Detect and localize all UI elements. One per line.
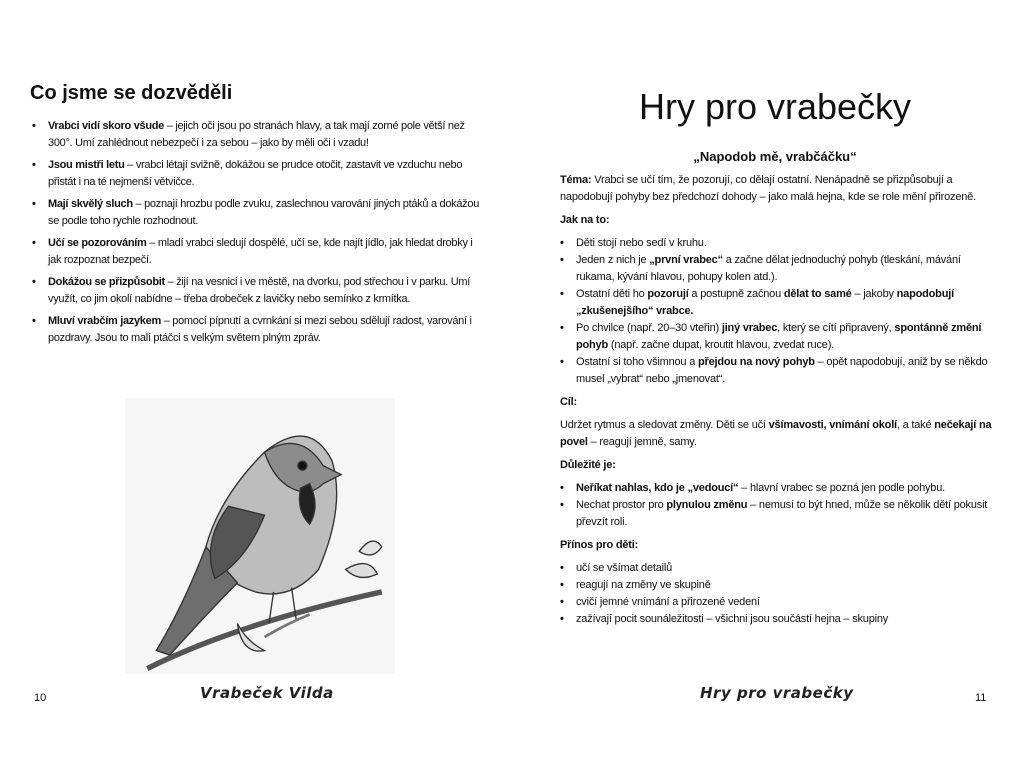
list-item [560, 560, 1000, 577]
bold-text: Vrabci vidí skoro všude [48, 120, 164, 132]
text-segment: zažívají pocit sounáležitosti – všichni jsou součástí hejna – skupiny [576, 613, 889, 625]
sparrow-illustration [125, 398, 395, 674]
list-item [560, 320, 1000, 354]
text-segment: učí se všímat detailů [576, 562, 673, 574]
page-number: 11 [975, 692, 987, 704]
how-to-list [560, 235, 1000, 388]
text-segment: – jakoby [851, 288, 897, 300]
text-segment: Po chvilce (např. 20–30 vteřin) [576, 322, 722, 334]
text-segment: – opět napodobují, aniž by se někdo musel „vybrat“ nebo „jmenovat“. [576, 356, 988, 385]
list-item [560, 354, 1000, 388]
list-item [560, 286, 1000, 320]
text-segment: – mladí vrabci sledují dospělé, učí se, kde najít jídlo, jak hledat drobky i jak rozpoznat bezpečí. [48, 237, 473, 266]
bold-text: Učí se pozorováním [48, 237, 147, 249]
text-segment: Ostatní děti ho [576, 288, 648, 300]
goal-paragraph [560, 417, 1000, 451]
how-to-heading: Jak na to: [560, 214, 610, 226]
page-title: Hry pro vrabečky [638, 86, 912, 127]
bold-text: jiný vrabec [721, 322, 778, 334]
bold-text: Jsou mistři letu [48, 159, 125, 171]
text-segment: reagují na změny ve skupině [576, 579, 711, 591]
bold-text: Neříkat nahlas, kdo je „vedoucí“ [576, 482, 739, 494]
important-list [560, 480, 1000, 531]
text-segment: – nemusí to být hned, může se několik dětí pokusit převzít roli. [576, 499, 988, 528]
benefits-list [560, 560, 1000, 628]
list-item [32, 235, 488, 269]
text-segment: – vrabci létají svižně, dokážou se prudce otočit, zastavit ve vzduchu nebo přistát i na té nejmenší větvičce. [48, 159, 463, 188]
benefits-heading: Přínos pro děti: [560, 539, 639, 551]
text-segment: – reagují jemně, samy. [587, 436, 697, 448]
bold-text: Mluví vrabčím jazykem [48, 315, 161, 327]
bold-text: přejdou na nový pohyb [697, 356, 815, 368]
list-item [32, 118, 488, 152]
text-segment: – hlavní vrabec se pozná jen podle pohybu. [738, 482, 945, 494]
list-item [560, 497, 1000, 531]
list-item [32, 196, 488, 230]
bold-text: plynulou změnu [666, 499, 748, 511]
text-segment: (např. začne dupat, kroutit hlavou, zvedat ruce). [608, 339, 835, 351]
list-item [32, 157, 488, 191]
list-item [560, 235, 1000, 252]
bold-text: Téma: [560, 174, 592, 186]
bold-text: „první vrabec“ [649, 254, 723, 266]
goal-heading: Cíl: [560, 396, 577, 408]
page-number: 10 [34, 692, 47, 704]
list-item [560, 611, 1000, 628]
bold-text: dělat to samé [783, 288, 852, 300]
facts-list [32, 118, 488, 352]
text-segment: Udržet rytmus a sledovat změny. Děti se učí [560, 419, 769, 431]
text-segment: a začne dělat jednoduchý pohyb (tleskání, mávání rukama, kývání hlavou, pohupy kolen atd.). [576, 254, 961, 283]
bold-text: pozorují [647, 288, 689, 300]
text-segment: – poznají hrozbu podle zvuku, zaslechnou varování jiných ptáků a dokážou se podle toho rychle rozhodnout. [48, 198, 480, 227]
text-segment: Nechat prostor pro [576, 499, 667, 511]
list-item [560, 577, 1000, 594]
text-segment: Ostatní si toho všimnou a [576, 356, 698, 368]
list-item [560, 480, 1000, 497]
list-item [32, 274, 488, 308]
list-item [560, 594, 1000, 611]
text-segment: Děti stojí nebo sedí v kruhu. [576, 237, 707, 249]
text-segment: – žijí na vesnici i ve městě, na dvorku, pod střechou i v parku. Umí využít, co jim okolí nabídne – třeba drobeček z lavičky nebo semínko z krmítka. [48, 276, 471, 305]
game-title: „Napodob mě, vrabčáčku“ [693, 149, 857, 164]
list-item [32, 313, 488, 347]
bold-text: všímavosti, vnímání okolí [768, 419, 897, 431]
text-segment: a postupně začnou [688, 288, 784, 300]
text-segment: Jeden z nich je [576, 254, 650, 266]
bold-text: spontánně změní pohyb [576, 322, 982, 351]
bold-text: Mají skvělý sluch [48, 198, 133, 210]
text-segment: – pomocí pípnutí a cvrnkání si mezi sebou sdělují radost, varování i pozdravy. Jsou to malí ptáčci s velkým světem plným zpráv. [48, 315, 472, 344]
text-segment: , který se cítí připravený, [777, 322, 895, 334]
bold-text: napodobují „zkušenejšího“ vrabce. [576, 288, 954, 317]
list-item [560, 252, 1000, 286]
text-segment: – jejich oči jsou po stranách hlavy, a tak mají zorné pole větší než 300°. Umí zahlédnout nebezpečí i za sebou – jako by měli oči i vzadu! [48, 120, 465, 149]
theme-paragraph [560, 172, 1000, 206]
page-caption: Hry pro vrabečky [700, 684, 854, 702]
text-segment: cvičí jemné vnímání a přirozené vedení [576, 596, 760, 608]
important-heading: Důležité je: [560, 459, 616, 471]
text-segment: , a také [896, 419, 935, 431]
right-page [512, 0, 1024, 768]
text-segment: Vrabci se učí tím, že pozorují, co dělají ostatní. Nenápadně se přizpůsobují a napodobují pohyby bez předchozí dohody – jako malá hejna, kde se role mění přirozeně. [560, 174, 976, 203]
illustration-caption: Vrabeček Vilda [200, 684, 334, 702]
game-body [560, 172, 1000, 634]
section-heading: Co jsme se dozvěděli [30, 82, 233, 104]
bold-text: Dokážou se přizpůsobit [48, 276, 165, 288]
bold-text: nečekají na povel [560, 419, 992, 448]
